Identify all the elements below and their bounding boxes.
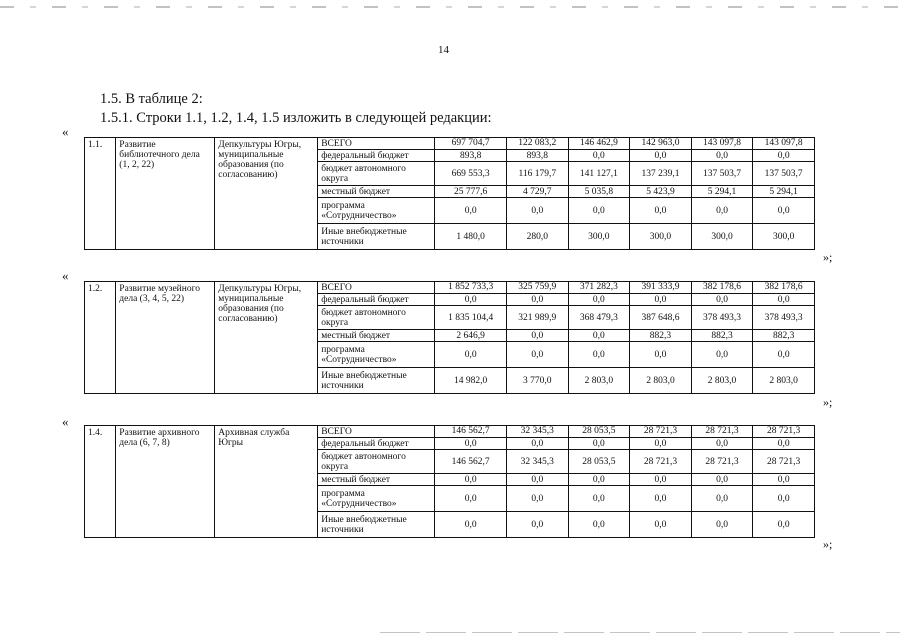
funding-source: бюджет автономного округа [318,162,435,186]
amount-cell: 0,0 [691,512,753,538]
amount-cell: 882,3 [691,330,753,342]
amount-cell: 28 721,3 [691,450,753,474]
amount-cell: 0,0 [568,330,630,342]
amount-cell: 0,0 [568,486,630,512]
executor-name: Архивная служба Югры [215,426,318,538]
amount-cell: 0,0 [435,438,507,450]
amount-cell: 0,0 [691,150,753,162]
event-name: Развитие библиотечного дела (1, 2, 22) [116,138,215,250]
amount-cell: 0,0 [507,198,569,224]
amount-cell: 378 493,3 [753,306,815,330]
amount-cell: 137 503,7 [753,162,815,186]
funding-source: местный бюджет [318,474,435,486]
amount-cell: 0,0 [691,198,753,224]
funding-source: Иные внебюджетные источники [318,512,435,538]
amount-cell: 0,0 [507,342,569,368]
amount-cell: 28 721,3 [753,450,815,474]
budget-row [85,282,815,294]
amount-cell: 0,0 [630,438,692,450]
amount-cell: 368 479,3 [568,306,630,330]
amount-cell: 2 803,0 [630,368,692,394]
amount-cell: 1 480,0 [435,224,507,250]
amount-cell: 0,0 [753,438,815,450]
executor-name: Депкультуры Югры, муниципальные образования (по согласованию) [215,138,318,250]
amount-cell: 382 178,6 [691,282,753,294]
amount-cell: 0,0 [691,342,753,368]
amount-cell: 387 648,6 [630,306,692,330]
amount-cell: 0,0 [630,486,692,512]
amount-cell: 146 562,7 [435,426,507,438]
amount-cell: 0,0 [435,198,507,224]
amount-cell: 122 083,2 [507,138,569,150]
amount-cell: 321 989,9 [507,306,569,330]
amount-cell: 0,0 [507,330,569,342]
amount-cell: 697 704,7 [435,138,507,150]
amount-cell: 300,0 [630,224,692,250]
amount-cell: 0,0 [568,150,630,162]
amount-cell: 280,0 [507,224,569,250]
amount-cell: 0,0 [435,486,507,512]
amount-cell: 28 721,3 [630,426,692,438]
funding-source: Иные внебюджетные источники [318,224,435,250]
subsection-heading: 1.5.1. Строки 1.1, 1.2, 1.4, 1.5 изложить в следующей редакции: [100,110,492,126]
amount-cell: 882,3 [753,330,815,342]
amount-cell: 0,0 [568,198,630,224]
amount-cell: 32 345,3 [507,426,569,438]
funding-source: местный бюджет [318,330,435,342]
funding-source: программа «Сотрудничество» [318,342,435,368]
table-row-1-1 [84,137,815,250]
scan-noise-bottom [380,632,900,633]
open-quote: « [62,124,69,139]
amount-cell: 0,0 [630,150,692,162]
amount-cell: 0,0 [691,294,753,306]
amount-cell: 300,0 [568,224,630,250]
amount-cell: 146 562,7 [435,450,507,474]
amount-cell: 300,0 [691,224,753,250]
amount-cell: 143 097,8 [691,138,753,150]
close-mark: »; [823,250,833,264]
budget-row [85,426,815,438]
budget-row [85,138,815,150]
amount-cell: 0,0 [753,342,815,368]
amount-cell: 0,0 [630,294,692,306]
funding-source: программа «Сотрудничество» [318,198,435,224]
amount-cell: 0,0 [630,342,692,368]
amount-cell: 141 127,1 [568,162,630,186]
amount-cell: 0,0 [753,474,815,486]
amount-cell: 28 721,3 [691,426,753,438]
amount-cell: 142 963,0 [630,138,692,150]
amount-cell: 5 294,1 [691,186,753,198]
funding-source: местный бюджет [318,186,435,198]
amount-cell: 0,0 [568,512,630,538]
amount-cell: 2 646,9 [435,330,507,342]
amount-cell: 25 777,6 [435,186,507,198]
amount-cell: 0,0 [507,438,569,450]
amount-cell: 391 333,9 [630,282,692,294]
amount-cell: 893,8 [435,150,507,162]
amount-cell: 0,0 [435,512,507,538]
funding-source: ВСЕГО [318,426,435,438]
amount-cell: 0,0 [435,294,507,306]
amount-cell: 0,0 [691,474,753,486]
amount-cell: 0,0 [691,438,753,450]
amount-cell: 28 053,5 [568,426,630,438]
amount-cell: 4 729,7 [507,186,569,198]
amount-cell: 143 097,8 [753,138,815,150]
amount-cell: 0,0 [435,474,507,486]
open-quote: « [62,268,69,283]
amount-cell: 0,0 [753,150,815,162]
amount-cell: 0,0 [630,512,692,538]
amount-cell: 669 553,3 [435,162,507,186]
amount-cell: 5 423,9 [630,186,692,198]
page-number: 14 [438,44,449,56]
amount-cell: 0,0 [753,198,815,224]
funding-source: программа «Сотрудничество» [318,486,435,512]
amount-cell: 0,0 [507,512,569,538]
amount-cell: 0,0 [753,294,815,306]
table-row-1-2 [84,281,815,394]
amount-cell: 2 803,0 [691,368,753,394]
amount-cell: 1 852 733,3 [435,282,507,294]
funding-source: бюджет автономного округа [318,450,435,474]
amount-cell: 0,0 [507,294,569,306]
funding-source: федеральный бюджет [318,294,435,306]
amount-cell: 0,0 [568,438,630,450]
table-row-1-4 [84,425,815,538]
amount-cell: 0,0 [691,486,753,512]
amount-cell: 0,0 [753,486,815,512]
amount-cell: 382 178,6 [753,282,815,294]
close-mark: »; [823,537,833,551]
amount-cell: 14 982,0 [435,368,507,394]
amount-cell: 0,0 [630,198,692,224]
amount-cell: 0,0 [568,474,630,486]
amount-cell: 300,0 [753,224,815,250]
amount-cell: 28 721,3 [753,426,815,438]
amount-cell: 2 803,0 [753,368,815,394]
amount-cell: 371 282,3 [568,282,630,294]
event-name: Развитие архивного дела (6, 7, 8) [116,426,215,538]
amount-cell: 28 053,5 [568,450,630,474]
amount-cell: 5 294,1 [753,186,815,198]
row-number: 1.4. [85,426,116,538]
close-mark: »; [823,395,833,409]
funding-source: федеральный бюджет [318,150,435,162]
amount-cell: 0,0 [753,512,815,538]
row-number: 1.1. [85,138,116,250]
amount-cell: 893,8 [507,150,569,162]
amount-cell: 882,3 [630,330,692,342]
amount-cell: 0,0 [568,342,630,368]
amount-cell: 32 345,3 [507,450,569,474]
amount-cell: 3 770,0 [507,368,569,394]
funding-source: ВСЕГО [318,138,435,150]
amount-cell: 378 493,3 [691,306,753,330]
amount-cell: 0,0 [568,294,630,306]
row-number: 1.2. [85,282,116,394]
amount-cell: 0,0 [507,486,569,512]
amount-cell: 146 462,9 [568,138,630,150]
amount-cell: 2 803,0 [568,368,630,394]
amount-cell: 116 179,7 [507,162,569,186]
amount-cell: 0,0 [507,474,569,486]
amount-cell: 325 759,9 [507,282,569,294]
funding-source: ВСЕГО [318,282,435,294]
funding-source: федеральный бюджет [318,438,435,450]
funding-source: Иные внебюджетные источники [318,368,435,394]
funding-source: бюджет автономного округа [318,306,435,330]
amount-cell: 137 503,7 [691,162,753,186]
scan-noise-top [0,6,905,8]
section-heading: 1.5. В таблице 2: [100,91,203,107]
amount-cell: 0,0 [435,342,507,368]
open-quote: « [62,414,69,429]
executor-name: Депкультуры Югры, муниципальные образования (по согласованию) [215,282,318,394]
amount-cell: 1 835 104,4 [435,306,507,330]
event-name: Развитие музейного дела (3, 4, 5, 22) [116,282,215,394]
amount-cell: 137 239,1 [630,162,692,186]
amount-cell: 0,0 [630,474,692,486]
amount-cell: 5 035,8 [568,186,630,198]
amount-cell: 28 721,3 [630,450,692,474]
